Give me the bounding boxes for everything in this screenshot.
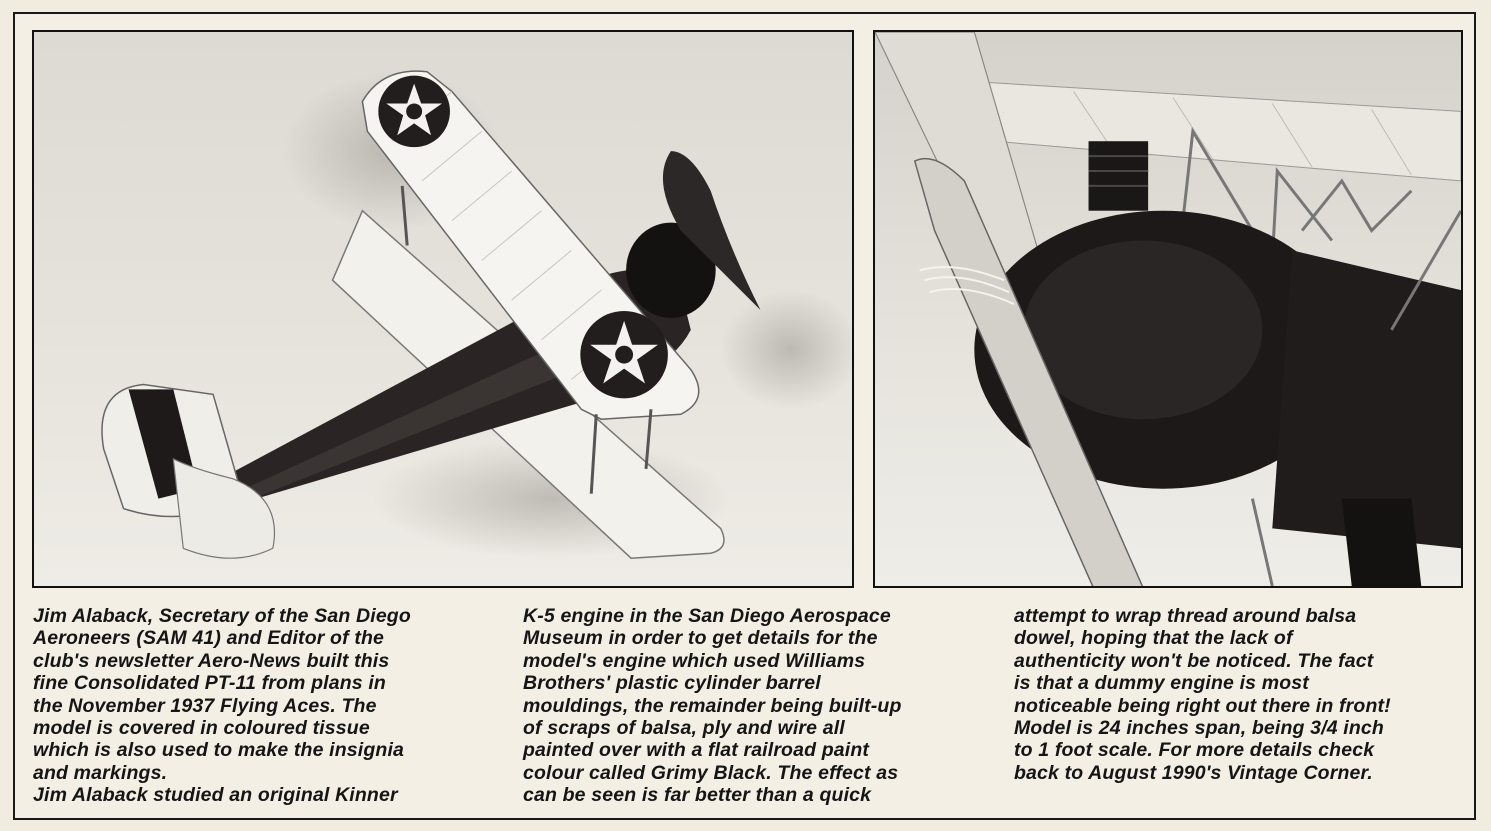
caption-line: and markings. (33, 761, 168, 784)
caption-column-2 (523, 605, 993, 810)
caption-line: club's newsletter Aero-News built this (33, 649, 390, 672)
caption-line: to 1 foot scale. For more details check (1014, 739, 1375, 762)
caption-line: the November 1937 Flying Aces. The (33, 694, 377, 717)
caption-line: back to August 1990's Vintage Corner. (1014, 761, 1373, 784)
caption-line: Jim Alaback, Secretary of the San Diego (33, 605, 411, 627)
caption-line: which is also used to make the insignia (33, 739, 405, 762)
caption-line: Aeroneers (SAM 41) and Editor of the (33, 627, 385, 650)
engine-closeup-photo (873, 30, 1463, 588)
caption-line: can be seen is far better than a quick (523, 784, 872, 807)
biplane-model-photo (32, 30, 854, 588)
caption-line: mouldings, the remainder being built-up (523, 694, 902, 717)
caption-line: fine Consolidated PT-11 from plans in (33, 672, 386, 695)
caption-line: model's engine which used Williams (523, 649, 866, 672)
caption-line: attempt to wrap thread around balsa (1014, 605, 1357, 627)
caption-column-1 (33, 605, 503, 810)
caption-line: Model is 24 inches span, being 3/4 inch (1014, 717, 1384, 740)
caption-line: dowel, hoping that the lack of (1014, 627, 1293, 650)
caption-column-3 (1014, 605, 1474, 810)
caption-line: Brothers' plastic cylinder barrel (523, 672, 821, 695)
caption-line: K-5 engine in the San Diego Aerospace (523, 605, 891, 627)
caption-line: painted over with a flat railroad paint (523, 739, 870, 762)
caption-line: Jim Alaback studied an original Kinner (33, 784, 398, 807)
caption-line: authenticity won't be noticed. The fact (1014, 649, 1374, 672)
caption-line: model is covered in coloured tissue (33, 717, 370, 740)
caption-line: is that a dummy engine is most (1014, 672, 1309, 695)
caption-line: of scraps of balsa, ply and wire all (523, 717, 845, 740)
caption-line: noticeable being right out there in front! (1014, 694, 1391, 717)
caption-line: Museum in order to get details for the (523, 627, 878, 650)
caption-line: colour called Grimy Black. The effect as (523, 761, 899, 784)
